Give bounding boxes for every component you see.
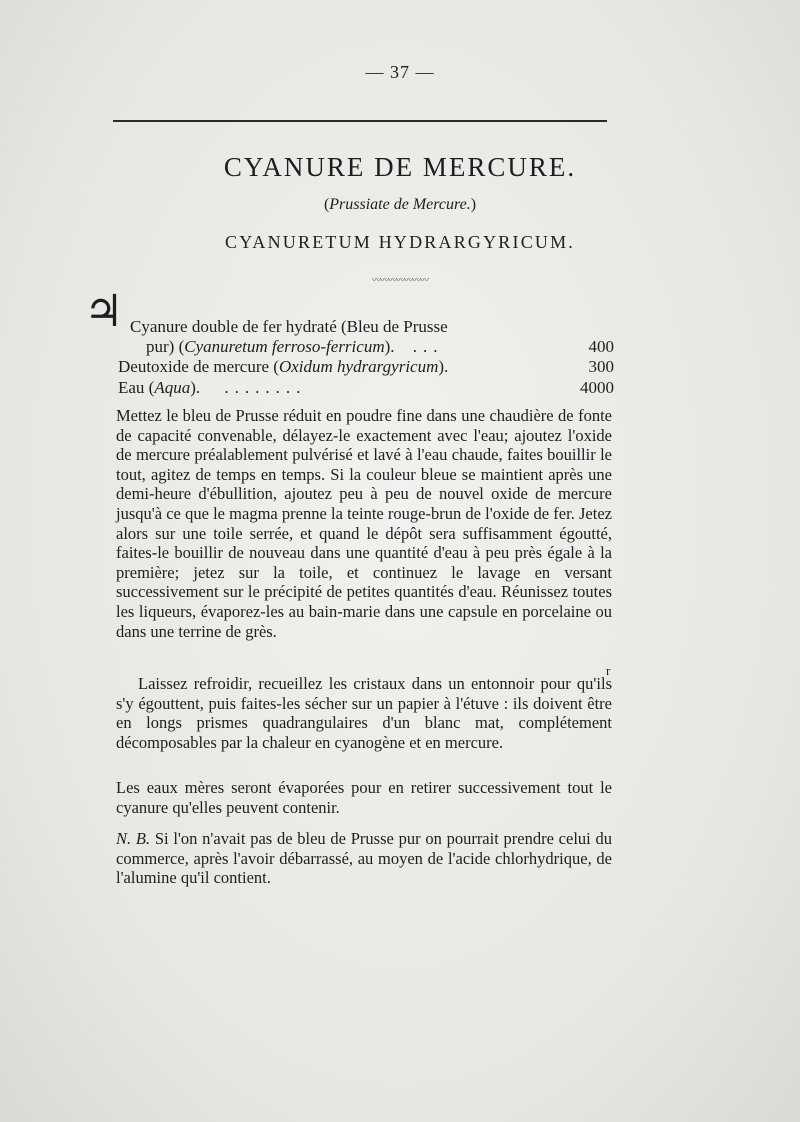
ingredient-3: Eau (Aqua). ........ 4000: [118, 378, 614, 397]
ingredient-1-quantity: 400: [588, 337, 614, 356]
page-number: — 37 —: [365, 62, 435, 82]
latin-title: CYANURETUM HYDRARGYRICUM.: [224, 232, 576, 252]
subtitle-close: ): [470, 196, 477, 213]
note-text: Si l'on n'avait pas de bleu de Prusse pur on pourrait prendre celui du commerce, après l'avoir débarrassé, au moyen de l'acide chlorhydrique, de l'alumine qu'il contient.: [116, 829, 612, 888]
ingredient-2-quantity: 300: [588, 357, 614, 376]
header-rule: [113, 120, 607, 122]
ornament-divider: 〰〰〰〰〰〰〰: [371, 276, 428, 286]
note-paragraph: [116, 829, 612, 888]
ingredient-1-line1: Cyanure double de fer hydraté (Bleu de Prusse: [130, 317, 448, 336]
signature-mark: r: [606, 663, 611, 678]
subtitle-text: Prussiate de Mercure.: [329, 196, 471, 213]
subtitle: [0, 196, 800, 214]
subtitle-open: (: [323, 196, 330, 213]
page-title: CYANURE DE MERCURE.: [223, 152, 577, 182]
recipe-symbol-icon: ♃: [84, 286, 124, 337]
ingredient-1-line2: pur) (Cyanuretum ferroso-ferricum). ... 400: [146, 337, 614, 356]
ingredient-2: Deutoxide de mercure (Oxidum hydrargyricum). 300: [118, 357, 614, 376]
paragraph-3: Les eaux mères seront évaporées pour en retirer successivement tout le cyanure qu'elles peuvent contenir.: [116, 778, 612, 817]
note-label: N. B.: [116, 829, 151, 848]
ingredient-3-quantity: 4000: [580, 378, 614, 397]
paragraph-1: Mettez le bleu de Prusse réduit en poudre fine dans une chaudière de fonte de capacité convenable, délayez-le exactement avec l'eau; ajoutez l'oxide de mercure préalablement pulvérisé et lavé à l'eau chaude, faites bouillir le tout, agitez de temps en temps. Si la couleur bleue se maintient après une demi-heure d'ébullition, ajoutez peu à peu de nouvel oxide de mercure jusqu'à ce que le magma prenne la teinte rouge-brun de l'oxide de fer. Jetez alors sur une toile serrée, et quand le dépôt sera suffisamment égoutté, faites-le bouillir de nouveau dans une quantité d'eau à peu près égale à la première; jetez sur la toile, et continuez le lavage en versant successivement sur le précipité de petites quantités d'eau. Réunissez toutes les liqueurs, évaporez-les au bain-marie dans une capsule en porcelaine ou dans une terrine de grès.: [116, 406, 612, 641]
paragraph-2: Laissez refroidir, recueillez les cristaux dans un entonnoir pour qu'ils s'y égouttent, puis faites-les sécher sur un papier à l'étuve : ils doivent être en longs prismes quadrangulaires d'un blanc mat, complétement décomposables par la chaleur en cyanogène et en mercure.: [116, 674, 612, 752]
